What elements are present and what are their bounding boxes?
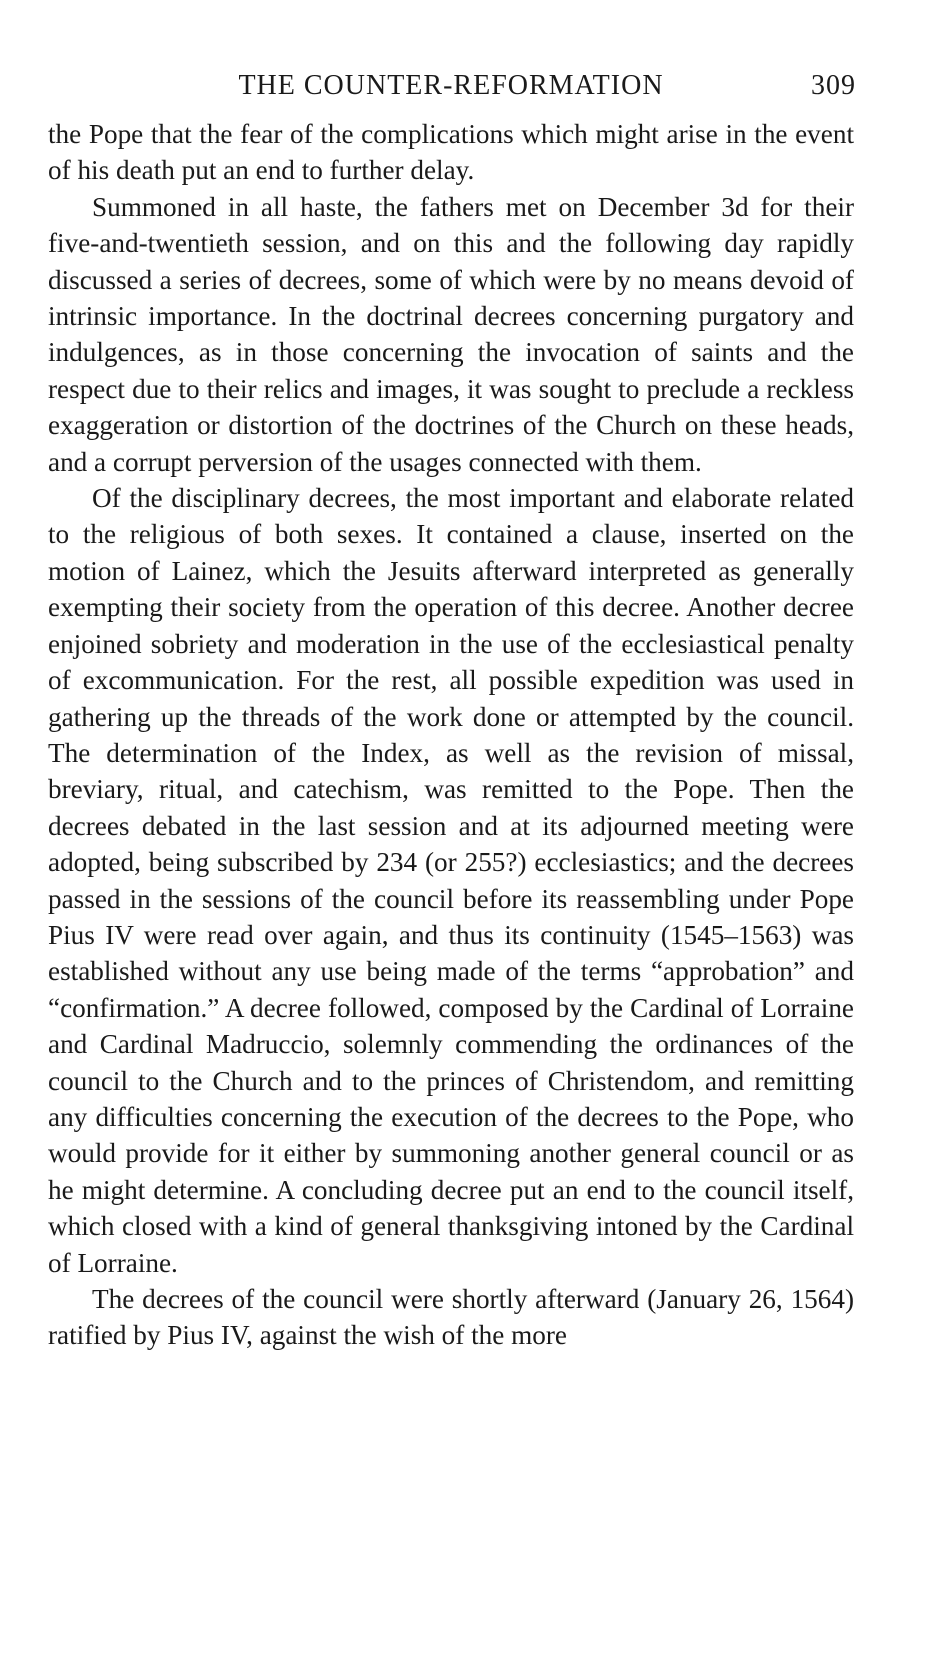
book-page xyxy=(48,64,854,1354)
body-text xyxy=(48,116,854,1354)
paragraph-twenty-fifth-session: Summoned in all haste, the fathers met on December 3d for their five-and-twentieth session, and on this and the following day rapidly discussed a series of decrees, some of which were by no means devoid of intrinsic importance. In the doctrinal decrees concerning purgatory and indulgences, as in those concerning the invocation of saints and the respect due to their relics and images, it was sought to preclude a reckless exaggeration or distortion of the doctrines of the Church on these heads, and a corrupt perversion of the usages connected with them. xyxy=(48,191,854,477)
paragraph-ratification: The decrees of the council were shortly afterward (January 26, 1564) ratified by Pius IV, against the wish of the more xyxy=(48,1284,854,1351)
page-number: 309 xyxy=(811,70,856,101)
paragraph-disciplinary-decrees: Of the disciplinary decrees, the most important and elaborate related to the religious of both sexes. It contained a clause, inserted on the motion of Lainez, which the Jesuits afterward interpreted as generally exempting their society from the operation of this decree. Another decree enjoined sobriety and moderation in the use of the ecclesiastical penalty of excommunication. For the rest, all possible expedition was used in gathering up the threads of the work done or attempted by the council. The determination of the Index, as well as the revision of missal, breviary, ritual, and catechism, was remitted to the Pope. Then the decrees debated in the last session and at its adjourned meeting were adopted, being subscribed by 234 (or 255?) ecclesiastics; and the decrees passed in the sessions of the council before its reassembling under Pope Pius IV were read over again, and thus its continuity (1545–1563) was established without any use being made of the terms “approbation” and “confirmation.” A decree followed, composed by the Cardinal of Lorraine and Cardinal Madruccio, solemnly commending the ordinances of the council to the Church and to the princes of Christendom, and remitting any difficulties concerning the execution of the decrees to the Pope, who would provide for it either by summoning another general council or as he might determine. A concluding decree put an end to the council itself, which closed with a kind of general thanksgiving intoned by the Cardinal of Lorraine. xyxy=(48,483,854,1278)
running-head xyxy=(48,64,854,108)
running-title: THE COUNTER-REFORMATION xyxy=(238,70,664,101)
paragraph-continuation: the Pope that the fear of the complications which might arise in the event of his death put an end to further delay. xyxy=(48,119,854,186)
